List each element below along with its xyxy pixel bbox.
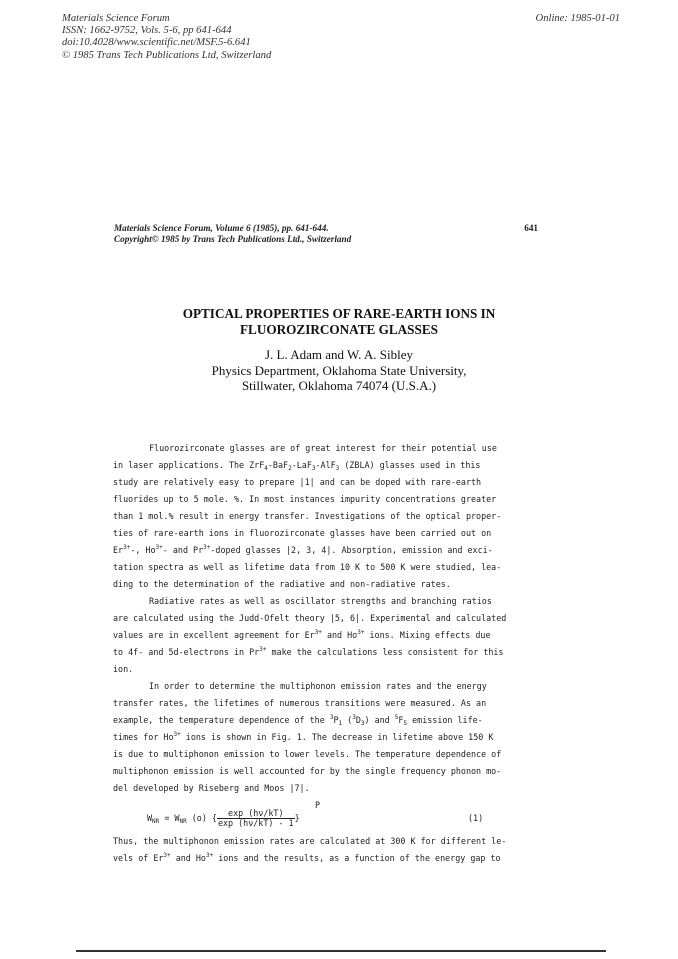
text-line: Fluorozirconate glasses are of great interest for their potential use — [149, 443, 497, 453]
text-line: fluorides up to 5 mole. %. In most instances impurity concentrations greater — [113, 494, 497, 504]
online-date: Online: 1985-01-01 — [535, 13, 620, 24]
text-line: values are in excellent agreement for $Er^{3+}$ and $Ho^{3+}$ ions. Mixing effects due — [113, 629, 491, 640]
text-line: in laser applications. The ZrF$_4$-BaF$_2$-LaF$_3$-AlF$_3$ (ZBLA) glasses used in this — [113, 460, 481, 472]
article-body — [113, 440, 533, 867]
header-doi[interactable]: doi:10.4028/www.scientific.net/MSF.5-6.641 — [62, 37, 251, 49]
text-line: $Er^{3+}-$, $Ho^{3+}-$ and $Pr^{3+}$-doped glasses |2, 3, 4|. Absorption, emission and exci- — [113, 544, 493, 555]
text-line: transfer rates, the lifetimes of numerous transitions were measured. As an — [113, 698, 487, 708]
paragraph-1 — [113, 440, 533, 593]
eq-arg: (o) { — [186, 813, 217, 823]
text-line: vels of $Er^{3+}$ and $Ho^{3+}$ ions and the results, as a function of the energy gap to — [113, 852, 501, 863]
text-line: study are relatively easy to prepare |1| and can be doped with rare-earth — [113, 477, 482, 487]
text-line: times for $Ho^{3+}$ ions is shown in Fig. 1. The decrease in lifetime above 150 K — [113, 731, 494, 742]
text-line: ding to the determination of the radiative and non-radiative rates. — [113, 579, 451, 589]
text-line: ties of rare-earth ions in fluorozirconate glasses have been carried out on — [113, 528, 492, 538]
text-line: multiphonon emission is well accounted for by the single frequency phonon mo- — [113, 766, 502, 776]
journal-reference — [114, 223, 351, 244]
journal-ref-line2: Copyright© 1985 by Trans Tech Publications Ltd., Switzerland — [114, 233, 352, 244]
equation-power: P — [315, 800, 321, 810]
header-journal: Materials Science Forum — [62, 13, 170, 24]
paragraph-4 — [113, 833, 533, 867]
text-line: example, the temperature dependence of the $^3P_1$ $(^3D_3)$ and $^5F_5$ emission life- — [113, 714, 483, 727]
eq-lhs-sub: NR — [152, 818, 160, 825]
footer-rule — [76, 950, 606, 952]
title-line2: FLUOROZIRCONATE GLASSES — [240, 321, 438, 337]
author-names: J. L. Adam and W. A. Sibley — [264, 347, 414, 362]
header-copyright: © 1985 Trans Tech Publications Ltd, Switzerland — [62, 49, 272, 61]
eq-fraction — [217, 809, 295, 828]
eq-equals: = W — [159, 813, 180, 823]
author-department: Physics Department, Oklahoma State University, — [211, 362, 467, 378]
equation-body — [147, 809, 300, 828]
text-line: Thus, the multiphonon emission rates are calculated at 300 K for different le- — [113, 836, 507, 846]
paper-title — [0, 306, 678, 337]
text-line: than 1 mol.% result in energy transfer. Investigations of the optical proper- — [113, 511, 502, 521]
eq-numerator: exp (hν/kT) — [217, 809, 295, 819]
paragraph-3 — [113, 678, 533, 797]
publication-header — [62, 13, 271, 62]
text-line: Radiative rates as well as oscillator strengths and branching ratios — [149, 596, 492, 606]
paragraph-2 — [113, 593, 533, 678]
eq-rhs-sub: NR — [179, 818, 187, 825]
eq-close: } — [294, 813, 300, 823]
text-line: ion. — [113, 664, 134, 674]
text-line: to 4f- and 5d-electrons in $Pr^{3+}$ make the calculations less consistent for this — [113, 646, 504, 657]
equation-number: (1) — [468, 813, 484, 823]
text-line: is due to multiphonon emission to lower levels. The temperature dependence of — [113, 749, 502, 759]
text-line: tation spectra as well as lifetime data from 10 K to 500 K were studied, lea- — [113, 562, 502, 572]
text-line: are calculated using the Judd-Ofelt theory |5, 6|. Experimental and calculated — [113, 613, 507, 623]
page-number: 641 — [524, 223, 538, 233]
text-line: In order to determine the multiphonon emission rates and the energy — [149, 681, 487, 691]
equation-1 — [113, 800, 533, 833]
journal-ref-line1: Materials Science Forum, Volume 6 (1985), pp. 641-644. — [114, 223, 329, 233]
title-line1: OPTICAL PROPERTIES OF RARE-EARTH IONS IN — [182, 306, 496, 321]
text-line: del developed by Riseberg and Moos |7|. — [113, 783, 310, 793]
eq-lhs: W — [147, 813, 153, 823]
author-block — [0, 347, 678, 394]
eq-denominator: exp (hν/kT) - 1 — [217, 818, 294, 828]
header-issn: ISSN: 1662-9752, Vols. 5-6, pp 641-644 — [62, 25, 232, 37]
author-location: Stillwater, Oklahoma 74074 (U.S.A.) — [241, 378, 437, 393]
